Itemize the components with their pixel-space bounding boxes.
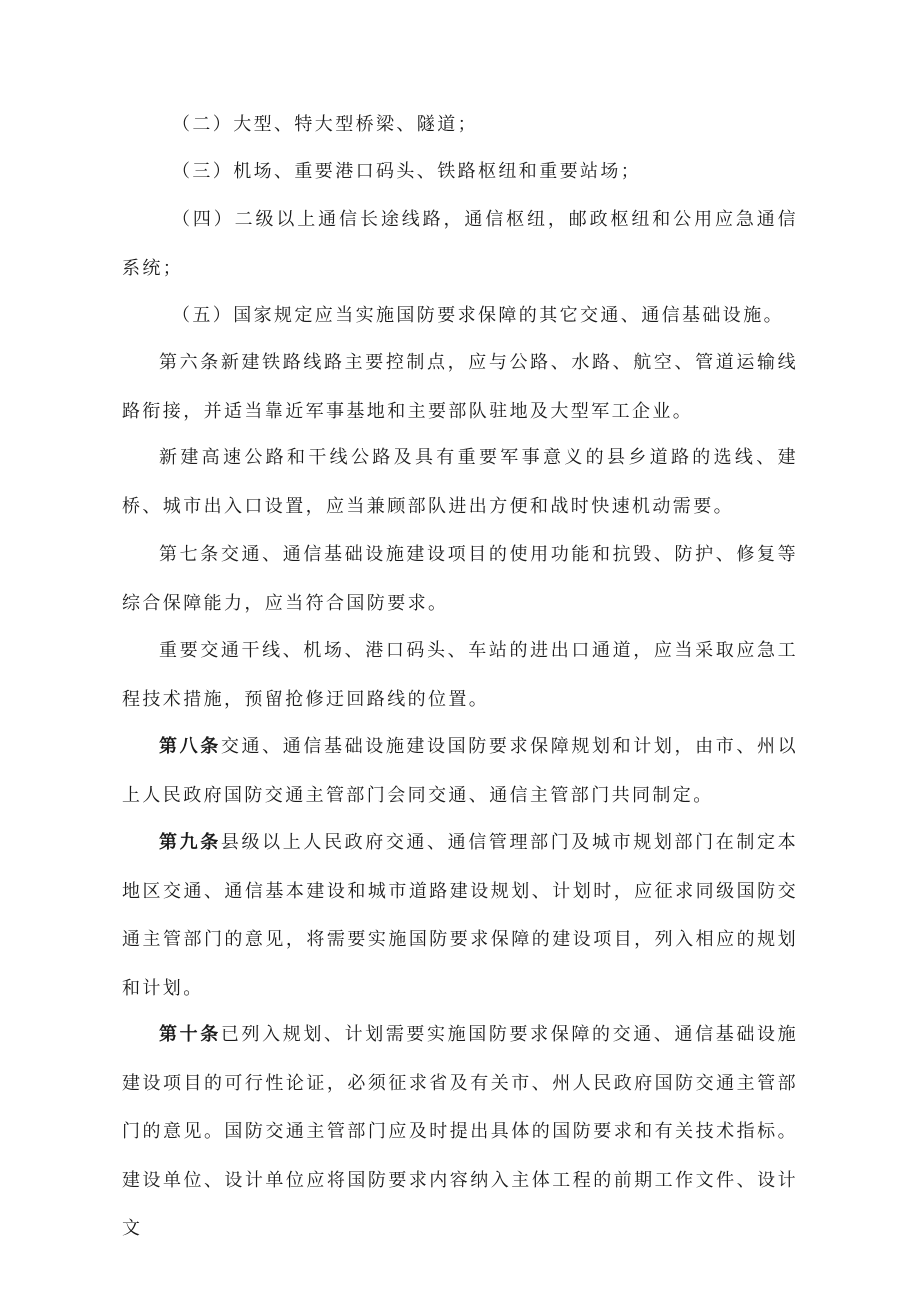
article-number: 第八条 xyxy=(159,736,221,757)
article-number: 第九条 xyxy=(159,832,221,853)
paragraph-article-10 xyxy=(122,1011,798,1254)
paragraph-text: （二）大型、特大型桥梁、隧道； xyxy=(172,114,478,135)
paragraph-text: （五）国家规定应当实施国防要求保障的其它交通、通信基础设施。 xyxy=(172,305,784,326)
paragraph-text: （三）机场、重要港口码头、铁路枢纽和重要站场； xyxy=(172,161,642,182)
paragraph-item-3 xyxy=(122,148,798,197)
paragraph-article-9 xyxy=(122,819,798,1013)
paragraph-article-6 xyxy=(122,339,798,436)
paragraph-item-2 xyxy=(122,101,798,150)
paragraph-text: （四）二级以上通信长途线路，通信枢纽，邮政枢纽和公用应急通信系统； xyxy=(122,209,798,279)
paragraph-text: 县级以上人民政府交通、通信管理部门及城市规划部门在制定本地区交通、通信基本建设和城市道路建设规划、计划时，应征求同级国防交通主管部门的意见，将需要实施国防要求保障的建设项目，列入相应的规划和计划。 xyxy=(122,832,798,999)
paragraph-text: 第七条交通、通信基础设施建设项目的使用功能和抗毁、防护、修复等综合保障能力，应当符合国防要求。 xyxy=(122,544,798,614)
paragraph-text: 交通、通信基础设施建设国防要求保障规划和计划，由市、州以上人民政府国防交通主管部门会同交通、通信主管部门共同制定。 xyxy=(122,736,798,806)
paragraph-article-7 xyxy=(122,531,798,628)
paragraph-highway xyxy=(122,434,798,531)
article-number: 第十条 xyxy=(159,1024,221,1045)
paragraph-text: 新建高速公路和干线公路及具有重要军事意义的县乡道路的选线、建桥、城市出入口设置，应当兼顾部队进出方便和战时快速机动需要。 xyxy=(122,447,798,517)
paragraph-text: 第六条新建铁路线路主要控制点，应与公路、水路、航空、管道运输线路衔接，并适当靠近军事基地和主要部队驻地及大型军工企业。 xyxy=(122,352,798,422)
paragraph-access-channels xyxy=(122,627,798,724)
paragraph-article-8 xyxy=(122,723,798,820)
paragraph-text: 重要交通干线、机场、港口码头、车站的进出口通道，应当采取应急工程技术措施，预留抢修迂回路线的位置。 xyxy=(122,640,798,710)
paragraph-text: 已列入规划、计划需要实施国防要求保障的交通、通信基础设施建设项目的可行性论证，必须征求省及有关市、州人民政府国防交通主管部门的意见。国防交通主管部门应及时提出具体的国防要求和有关技术指标。建设单位、设计单位应将国防要求内容纳入主体工程的前期工作文件、设计文 xyxy=(122,1024,798,1240)
paragraph-item-5 xyxy=(122,292,798,341)
paragraph-item-4 xyxy=(122,196,798,293)
